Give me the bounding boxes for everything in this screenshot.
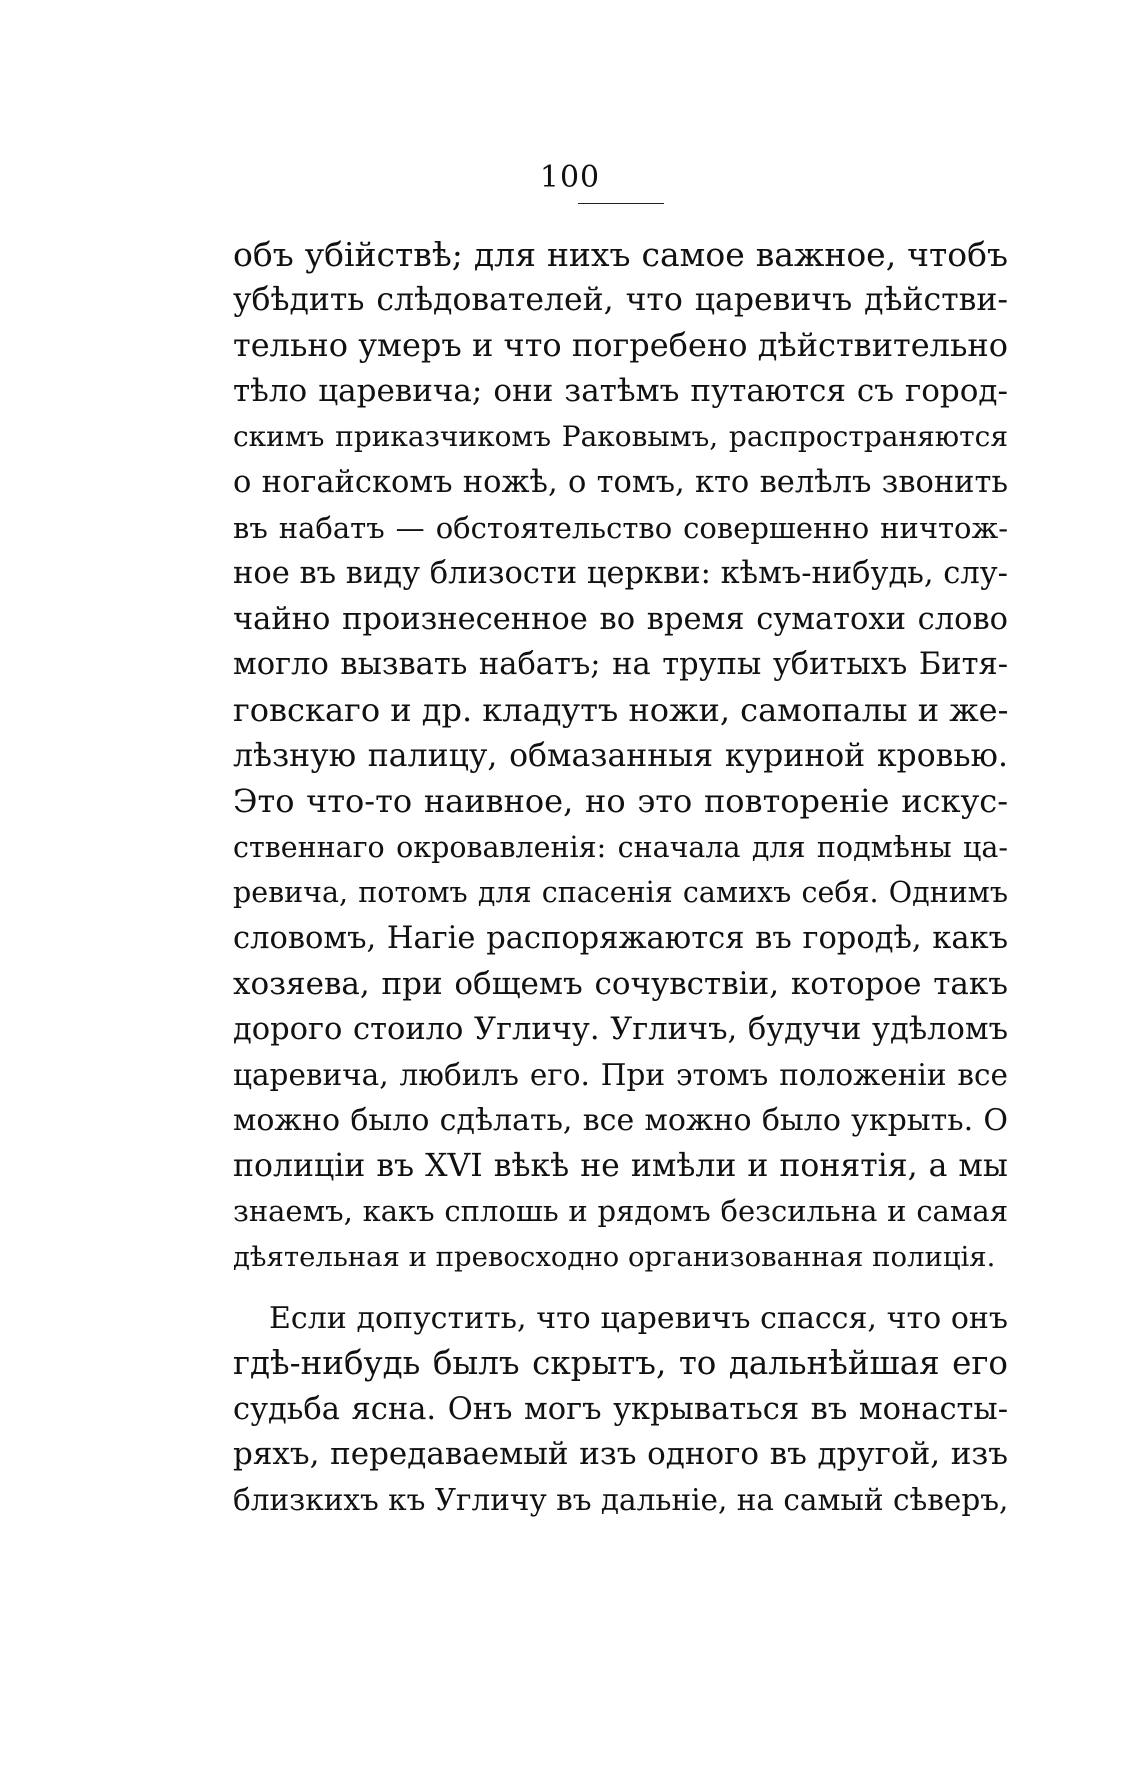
body-text <box>233 232 1008 1524</box>
text-line: дорого стоило Угличу. Угличъ, будучи удѣломъ <box>233 1012 1008 1048</box>
text-line: словомъ, Нагіе распоряжаются въ городѣ, какъ <box>233 920 1008 956</box>
text-line: Если допустить, что царевичъ спасся, что онъ <box>269 1300 1008 1336</box>
text-line: дѣятельная и превосходно организованная полиція. <box>233 1241 996 1274</box>
text-line: полиціи въ XVI вѣкѣ не имѣли и понятія, а мы <box>233 1147 1008 1184</box>
text-line: скимъ приказчикомъ Раковымъ, распространяются <box>233 420 1008 454</box>
page-number-rule <box>578 203 664 204</box>
text-line: судьба ясна. Онъ могъ укрываться въ монасты- <box>233 1391 1008 1427</box>
text-line: близкихъ къ Угличу въ дальніе, на самый сѣверъ, <box>233 1483 1009 1518</box>
text-line: ревича, потомъ для спасенія самихъ себя. Однимъ <box>233 876 1008 910</box>
paragraph-gap <box>233 1281 1008 1296</box>
text-line: царевича, любилъ его. При этомъ положеніи все <box>233 1057 1008 1092</box>
text-line: ряхъ, передаваемый изъ одного въ другой, изъ <box>233 1436 1008 1473</box>
text-line: убѣдить слѣдователей, что царевичъ дѣйстви- <box>233 281 1008 318</box>
text-line: тельно умеръ и что погребено дѣйствительно <box>233 326 1008 365</box>
paragraph-1 <box>233 232 1008 1281</box>
text-line: въ набатъ — обстоятельство совершенно ничтож- <box>233 510 1008 545</box>
text-line: лѣзную палицу, обмазанныя куриной кровью. <box>233 737 1008 774</box>
text-line: о ногайскомъ ножѣ, о томъ, кто велѣлъ звонить <box>233 464 1008 500</box>
text-line: Это что-то наивное, но это повтореніе искус- <box>233 782 1008 821</box>
page-number: 100 <box>539 160 601 195</box>
text-line: хозяева, при общемъ сочувствіи, которое такъ <box>233 965 1008 1002</box>
text-line: знаемъ, какъ сплошь и рядомъ безсильна и самая <box>233 1194 1008 1229</box>
text-line: чайно произнесенное во время суматохи слово <box>233 601 1008 637</box>
text-line: говскаго и др. кладутъ ножи, самопалы и же- <box>233 690 1009 729</box>
text-line: объ убійствѣ; для нихъ самое важное, чтобъ <box>233 235 1008 274</box>
text-line: можно было сдѣлать, все можно было укрыть. О <box>233 1103 1008 1139</box>
text-line: ное въ виду близости церкви: кѣмъ-нибудь, слу- <box>233 556 1008 592</box>
text-line: ственнаго окровавленія: сначала для подмѣны ца- <box>233 830 1008 864</box>
text-line: тѣло царевича; они затѣмъ путаются съ город- <box>233 372 1008 409</box>
text-line: могло вызвать набатъ; на трупы убитыхъ Битя- <box>233 647 1008 683</box>
text-line: гдѣ-нибудь былъ скрытъ, то дальнѣйшая его <box>233 1344 1008 1383</box>
paragraph-2 <box>233 1296 1008 1524</box>
